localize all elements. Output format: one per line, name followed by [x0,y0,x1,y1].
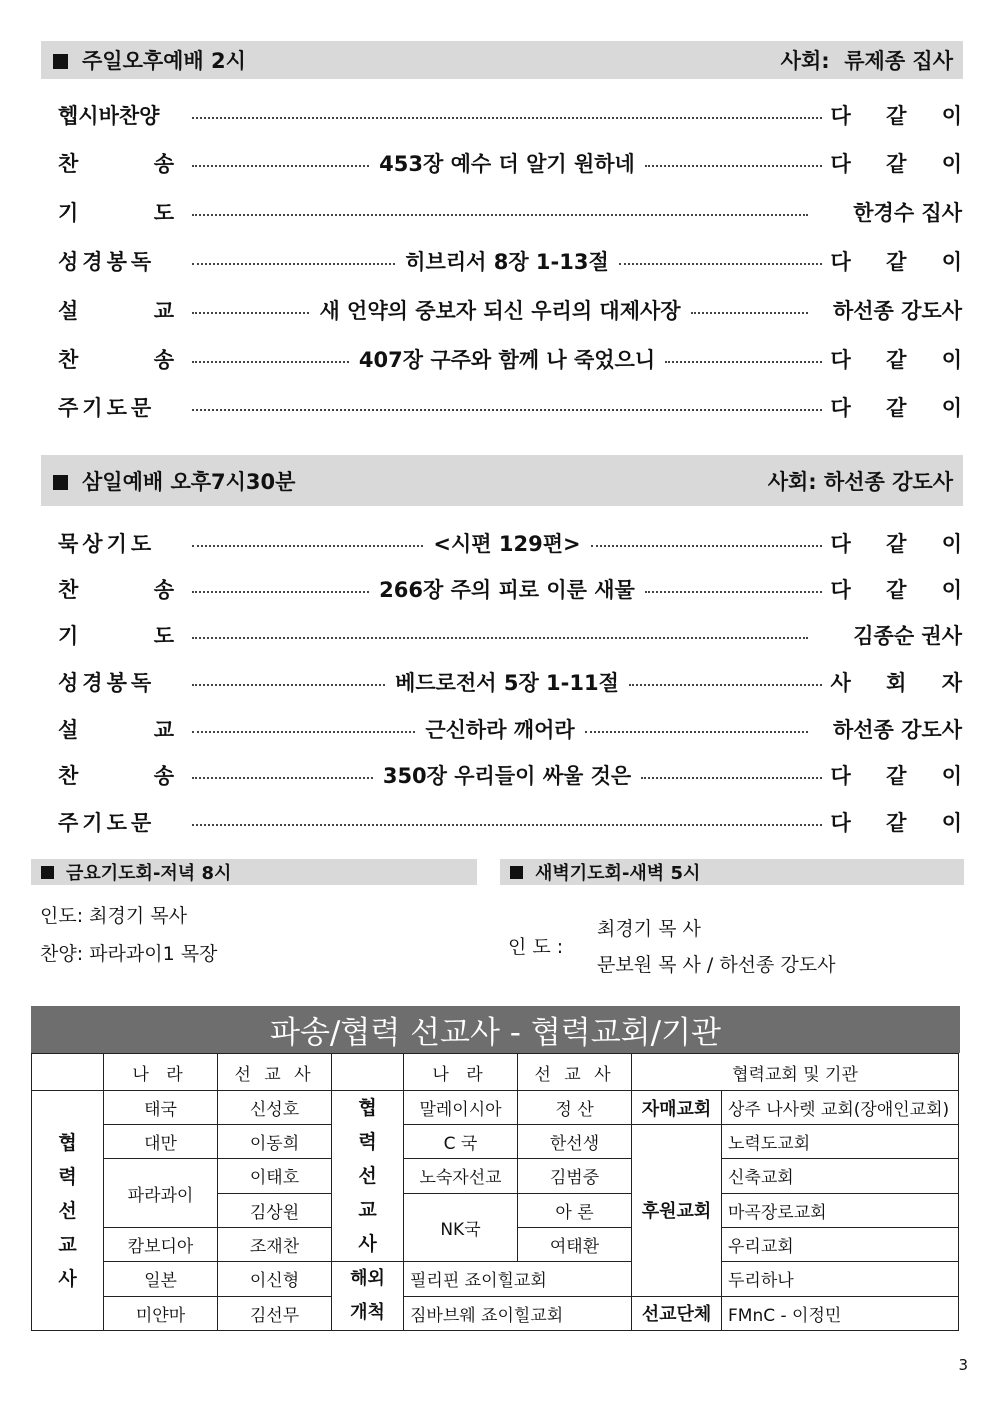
dawn-leader-label: 인 도 : [508,936,564,958]
support-church: 노력도교회 [722,1125,959,1159]
wednesday-leader: 사회: 하선종 강도사 [767,469,953,494]
sister-church-label: 자매교회 [632,1091,722,1125]
order-person: 다 같 이 [830,104,976,128]
support-church: 신축교회 [722,1159,959,1193]
dotted-line [192,312,309,314]
order-content: 407장 구주와 함께 나 죽었으니 [358,348,656,372]
sister-church: 상주 나사렛 교회(장애인교회) [722,1091,959,1125]
order-label: 기 도 [58,201,174,225]
mission-org-label: 선교단체 [632,1296,722,1331]
missionary-cell: 여태환 [518,1228,632,1262]
country-cell: 캄보디아 [104,1228,218,1262]
country-cell: 일본 [104,1262,218,1297]
order-person: 다 같 이 [830,396,976,420]
order-label: 찬 송 [58,348,174,372]
order-content: <시편 129편> [433,532,581,556]
support-church-label: 후원교회 [632,1125,722,1297]
friday-title: 금요기도회-저녁 8시 [66,863,232,884]
dawn-leader-line-1: 최경기 목 사 [597,918,701,940]
dawn-leader-line-2: 문보원 목 사 / 하선종 강도사 [597,954,836,976]
dot-leader [192,148,822,178]
order-label: 성경봉독 [58,671,156,695]
order-person: 다 같 이 [830,250,976,274]
missionary-cell: 아 론 [518,1193,632,1227]
dotted-line [192,409,822,411]
dotted-line [192,824,822,826]
missions-title: 파송/협력 선교사 - 협력교회/기관 [31,1006,960,1053]
country-cell: 대만 [104,1125,218,1159]
order-label: 성경봉독 [58,250,156,274]
order-label: 찬 송 [58,764,174,788]
order-content: 베드로전서 5장 1-11절 [395,671,619,695]
sunday-title: 주일오후예배 2시 [82,49,246,73]
missionary-cell: 조재찬 [218,1228,332,1262]
missionary-cell: 김상원 [218,1193,332,1227]
country-cell: NK국 [404,1193,518,1261]
dot-leader [192,818,822,826]
overseas-planting-label: 해외 개척 [332,1262,404,1331]
header-blank [332,1054,404,1091]
sunday-leader: 사회: 류제종 집사 [780,49,953,73]
dot-leader [192,574,822,604]
order-person: 다 같 이 [830,811,976,835]
missionary-cell: 김범중 [518,1159,632,1193]
order-row [58,100,976,130]
dotted-line [192,637,808,639]
group-label-cooperating-missionary: 협 력 선 교 사 [32,1091,104,1331]
dotted-line [585,731,808,733]
country-cell: 파라과이 [104,1159,218,1228]
header-country: 나 라 [104,1054,218,1091]
dot-leader [192,344,822,374]
order-label: 설 교 [58,299,174,323]
square-bullet-icon [41,866,54,879]
country-cell: 노숙자선교 [404,1159,518,1193]
dot-leader [192,667,822,697]
dot-leader [192,246,822,276]
friday-prayer-header [31,859,477,885]
dot-leader [192,528,822,558]
dot-leader [192,111,822,119]
support-church: 두리하나 [722,1262,959,1297]
order-row [58,574,976,604]
missionary-cell: 이동희 [218,1125,332,1159]
dot-leader [192,760,822,790]
order-content: 453장 예수 더 알기 원하네 [379,152,635,176]
order-label: 찬 송 [58,578,174,602]
order-row [58,528,976,558]
order-row [58,246,976,276]
order-content: 새 언약의 중보자 되신 우리의 대제사장 [319,299,681,323]
order-person: 사 회 자 [830,671,976,695]
dotted-line [192,117,822,119]
square-bullet-icon [53,54,68,69]
order-person: 김종순 권사 [853,624,962,648]
friday-leader-line: 인도: 최경기 목사 [40,905,187,927]
dotted-line [192,165,369,167]
missionary-cell: 김선무 [218,1296,332,1331]
order-row [58,807,976,837]
dotted-line [645,591,822,593]
wednesday-service-header [41,455,963,506]
dot-leader [192,208,808,216]
dotted-line [665,361,822,363]
dotted-line [691,312,808,314]
order-row [58,392,976,422]
order-label: 주기도문 [58,396,156,420]
missionary-cell: 한선생 [518,1125,632,1159]
order-label: 설 교 [58,718,174,742]
sunday-service-header [41,41,963,79]
header-country: 나 라 [404,1054,518,1091]
dotted-line [192,361,349,363]
order-row [58,197,962,227]
order-label: 기 도 [58,624,174,648]
order-row [58,295,962,325]
missions-table [31,1053,959,1331]
wednesday-title: 삼일예배 오후7시30분 [82,469,296,494]
order-row [58,620,962,650]
missionary-cell: 신성호 [218,1091,332,1125]
dot-leader [192,714,808,744]
order-person: 다 같 이 [830,532,976,556]
header-missionary: 선 교 사 [218,1054,332,1091]
order-row [58,344,976,374]
order-row [58,760,976,790]
dotted-line [619,263,822,265]
order-content: 근신하라 깨어라 [425,718,575,742]
header-church: 협력교회 및 기관 [632,1054,959,1091]
dotted-line [192,684,385,686]
dotted-line [192,263,395,265]
mission-org: FMnC - 이정민 [722,1296,959,1331]
country-cell: C 국 [404,1125,518,1159]
dotted-line [591,545,822,547]
order-person: 다 같 이 [830,152,976,176]
dot-leader [192,295,808,325]
support-church: 마곡장로교회 [722,1193,959,1227]
order-content: 266장 주의 피로 이룬 새물 [379,578,635,602]
dotted-line [645,165,822,167]
overseas-planting-item: 필리핀 죠이힐교회 [404,1262,632,1297]
overseas-planting-item: 짐바브웨 죠이힐교회 [404,1296,632,1331]
order-row [58,667,976,697]
group-label-cooperating-missionary: 협 력 선 교 사 [332,1091,404,1262]
order-label: 헵시바찬양 [58,104,160,128]
order-person: 하선종 강도사 [832,718,962,742]
order-content: 히브리서 8장 1-13절 [405,250,609,274]
page-number: 3 [958,1356,968,1374]
order-person: 다 같 이 [830,578,976,602]
country-cell: 미얀마 [104,1296,218,1331]
order-row [58,714,962,744]
dotted-line [192,591,369,593]
square-bullet-icon [53,475,68,490]
header-blank [32,1054,104,1091]
dotted-line [192,214,808,216]
dotted-line [192,545,423,547]
order-label: 주기도문 [58,811,156,835]
country-cell: 태국 [104,1091,218,1125]
country-cell: 말레이시아 [404,1091,518,1125]
order-label: 찬 송 [58,152,174,176]
order-label: 묵상기도 [58,532,156,556]
dot-leader [192,631,808,639]
dotted-line [629,684,822,686]
square-bullet-icon [510,866,523,879]
order-person: 하선종 강도사 [832,299,962,323]
order-person: 다 같 이 [830,764,976,788]
friday-praise-line: 찬양: 파라과이1 목장 [40,943,218,965]
missionary-cell: 정 산 [518,1091,632,1125]
dawn-prayer-header [500,859,964,885]
header-missionary: 선 교 사 [518,1054,632,1091]
dotted-line [641,777,822,779]
dawn-title: 새벽기도회-새벽 5시 [535,863,701,884]
dotted-line [192,777,373,779]
support-church: 우리교회 [722,1228,959,1262]
missionary-cell: 이신형 [218,1262,332,1297]
dotted-line [192,731,415,733]
order-row [58,148,976,178]
order-person: 다 같 이 [830,348,976,372]
order-person: 한경수 집사 [853,201,962,225]
dot-leader [192,403,822,411]
missionary-cell: 이태호 [218,1159,332,1193]
order-content: 350장 우리들이 싸울 것은 [382,764,632,788]
